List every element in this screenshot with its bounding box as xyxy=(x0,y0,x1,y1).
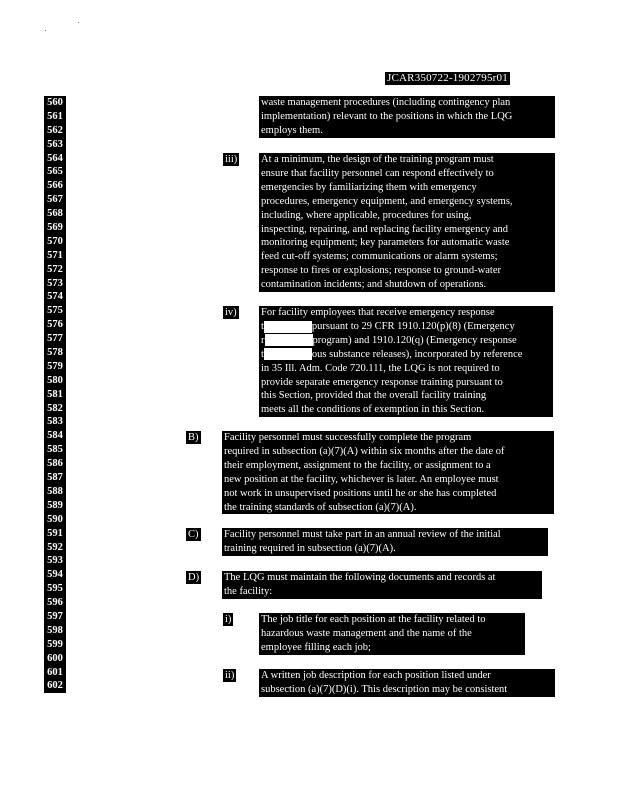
item-marker-ii: ii) xyxy=(225,670,235,681)
paragraph-d xyxy=(222,571,542,599)
scan-speck xyxy=(45,30,46,31)
line-number: 582 xyxy=(44,402,66,416)
paragraph-continuation xyxy=(259,96,555,138)
line-number: 575 xyxy=(44,304,66,318)
line-number: 561 xyxy=(44,110,66,124)
line-number: 577 xyxy=(44,332,66,346)
text-fragment: t xyxy=(261,320,264,332)
text-line: the training standards of subsection (a)(7)(A). xyxy=(224,501,417,513)
text-line xyxy=(261,320,551,334)
text-line: subsection (a)(7)(D)(i). This description may be consistent xyxy=(261,683,508,695)
redaction-gap xyxy=(264,348,312,360)
line-number: 595 xyxy=(44,582,66,596)
line-number: 566 xyxy=(44,179,66,193)
text-line: the facility: xyxy=(224,585,273,597)
text-line: feed cut-off systems; communications or alarm systems; xyxy=(261,251,498,263)
text-line: hazardous waste management and the name of the xyxy=(261,627,472,639)
text-line: The LQG must maintain the following documents and records at xyxy=(224,572,496,583)
text-fragment: pursuant to 29 CFR 1910.120(p)(8) (Emergency xyxy=(311,320,515,332)
text-line: this Section, provided that the overall facility training xyxy=(261,390,487,402)
item-marker-iv: iv) xyxy=(225,307,237,318)
line-number: 593 xyxy=(44,554,66,568)
line-number: 569 xyxy=(44,221,66,235)
text-line: employee filling each job; xyxy=(261,641,371,653)
text-line: training required in subsection (a)(7)(A). xyxy=(224,542,396,554)
text-line: For facility employees that receive emergency response xyxy=(261,307,495,318)
line-number: 584 xyxy=(44,429,66,443)
item-marker-i: i) xyxy=(225,614,232,625)
text-line: inspecting, repairing, and replacing facility emergency and xyxy=(261,223,509,235)
line-number: 589 xyxy=(44,499,66,513)
line-number: 570 xyxy=(44,235,66,249)
line-number-gutter xyxy=(44,96,66,693)
text-line: required in subsection (a)(7)(A) within six months after the date of xyxy=(224,445,505,457)
item-marker-b: B) xyxy=(188,432,199,443)
text-line: At a minimum, the design of the training program must xyxy=(261,154,494,165)
paragraph-i xyxy=(259,613,525,655)
line-number: 600 xyxy=(44,652,66,666)
text-line: provide separate emergency response training pursuant to xyxy=(261,376,503,388)
text-line: including, where applicable, procedures for using, xyxy=(261,209,472,221)
scan-speck xyxy=(78,22,79,23)
line-number: 562 xyxy=(44,124,66,138)
paragraph-c xyxy=(222,528,548,556)
line-number: 596 xyxy=(44,596,66,610)
line-number: 590 xyxy=(44,513,66,527)
text-line: contamination incidents; and shutdown of operations. xyxy=(261,279,487,291)
line-number: 585 xyxy=(44,443,66,457)
line-number: 599 xyxy=(44,638,66,652)
text-line: waste management procedures (including contingency plan xyxy=(261,97,511,108)
item-marker-d: D) xyxy=(188,572,200,583)
text-line: The job title for each position at the facility related to xyxy=(261,614,486,625)
line-number: 602 xyxy=(44,679,66,693)
text-line: their employment, assignment to the facility, or assignment to a xyxy=(224,459,491,471)
text-line: A written job description for each position listed under xyxy=(261,670,491,681)
text-fragment: r xyxy=(261,334,265,346)
line-number: 560 xyxy=(44,96,66,110)
line-number: 567 xyxy=(44,193,66,207)
text-line: in 35 Ill. Adm. Code 720.111, the LQG is not required to xyxy=(261,362,500,374)
text-line: ensure that facility personnel can respond effectively to xyxy=(261,167,494,179)
item-marker-c: C) xyxy=(188,529,199,540)
redaction-gap xyxy=(265,334,313,346)
line-number: 578 xyxy=(44,346,66,360)
line-number: 573 xyxy=(44,277,66,291)
paragraph-ii xyxy=(259,669,555,697)
line-number: 571 xyxy=(44,249,66,263)
text-line: emergencies by familiarizing them with emergency xyxy=(261,181,477,193)
text-line xyxy=(261,334,551,348)
line-number: 598 xyxy=(44,624,66,638)
line-number: 588 xyxy=(44,485,66,499)
line-number: 587 xyxy=(44,471,66,485)
line-number: 591 xyxy=(44,527,66,541)
text-line: new position at the facility, whichever is later. An employee must xyxy=(224,473,499,485)
line-number: 581 xyxy=(44,388,66,402)
paragraph-iii xyxy=(259,153,555,292)
text-line: monitoring equipment; key parameters for automatic waste xyxy=(261,237,510,249)
line-number: 572 xyxy=(44,263,66,277)
text-line: not work in unsupervised positions until he or she has completed xyxy=(224,487,497,499)
text-line: Facility personnel must successfully complete the program xyxy=(224,432,472,443)
item-marker-iii: iii) xyxy=(225,154,238,165)
text-line: response to fires or explosions; response to ground-water xyxy=(261,265,501,277)
line-number: 564 xyxy=(44,152,66,166)
text-line: Facility personnel must take part in an annual review of the initial xyxy=(224,529,501,540)
line-number: 563 xyxy=(44,138,66,152)
document-id-header: JCAR350722-1902795r01 xyxy=(387,72,508,84)
text-fragment: program) and 1910.120(q) (Emergency response xyxy=(312,334,517,346)
paragraph-iv xyxy=(259,306,553,417)
text-fragment: t xyxy=(261,348,264,360)
line-number: 601 xyxy=(44,666,66,680)
text-fragment: ous substance releases), incorporated by reference xyxy=(311,348,523,360)
text-line: employs them. xyxy=(261,124,323,136)
line-number: 592 xyxy=(44,541,66,555)
line-number: 583 xyxy=(44,415,66,429)
text-line: implementation) relevant to the positions in which the LQG xyxy=(261,110,513,122)
line-number: 597 xyxy=(44,610,66,624)
text-line xyxy=(261,348,551,362)
line-number: 565 xyxy=(44,165,66,179)
line-number: 586 xyxy=(44,457,66,471)
line-number: 568 xyxy=(44,207,66,221)
paragraph-b xyxy=(222,431,554,514)
redaction-gap xyxy=(264,321,312,333)
text-line: meets all the conditions of exemption in this Section. xyxy=(261,404,485,416)
line-number: 576 xyxy=(44,318,66,332)
line-number: 579 xyxy=(44,360,66,374)
line-number: 580 xyxy=(44,374,66,388)
text-line: procedures, emergency equipment, and emergency systems, xyxy=(261,195,513,207)
line-number: 574 xyxy=(44,290,66,304)
line-number: 594 xyxy=(44,568,66,582)
